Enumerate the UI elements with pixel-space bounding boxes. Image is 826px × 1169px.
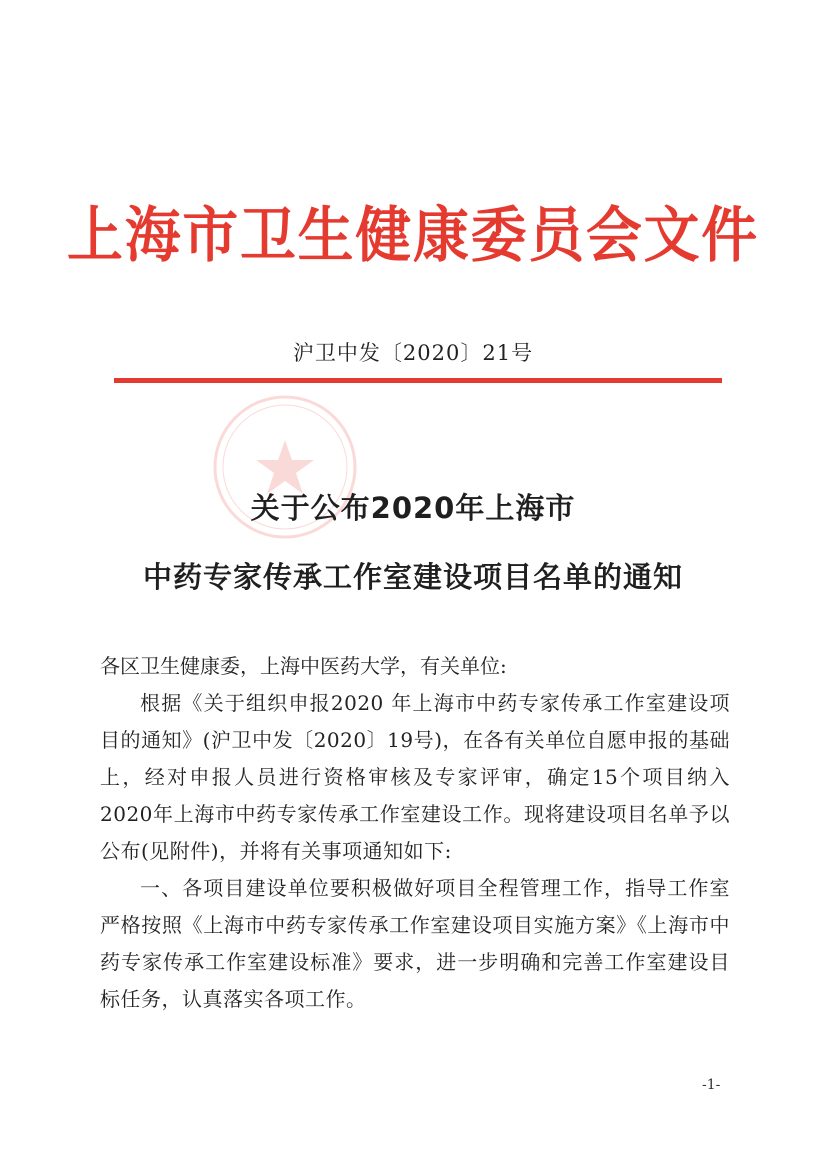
- notice-title-line1: 关于公布2020年上海市: [250, 491, 576, 525]
- red-divider-rule: [114, 378, 722, 383]
- body-paragraph-2: 一、各项目建设单位要积极做好项目全程管理工作，指导工作室严格按照《上海市中药专家传承工作室建设项目实施方案》《上海市中药专家传承工作室建设标准》要求，进一步明确和完善工作室建设目标任务，认真落实各项工作。: [100, 876, 730, 1011]
- document-number: 沪卫中发〔2020〕21号: [292, 341, 534, 365]
- document-header-title: 上海市卫生健康委员会文件: [67, 201, 759, 271]
- document-body: [100, 648, 730, 1018]
- notice-title-line2: 中药专家传承工作室建设项目名单的通知: [142, 560, 683, 594]
- addressee-line: 各区卫生健康委，上海中医药大学，有关单位:: [100, 654, 507, 678]
- body-paragraph-1: 根据《关于组织申报2020 年上海市中药专家传承工作室建设项目的通知》(沪卫中发〔2020〕19号)，在各有关单位自愿申报的基础上，经对申报人员进行资格审核及专家评审，确定15个项目纳入2020年上海市中药专家传承工作室建设工作。现将建设项目名单予以公布(见附件)，并将有关事项通知如下:: [100, 691, 730, 863]
- page-number: -1-: [702, 1077, 721, 1093]
